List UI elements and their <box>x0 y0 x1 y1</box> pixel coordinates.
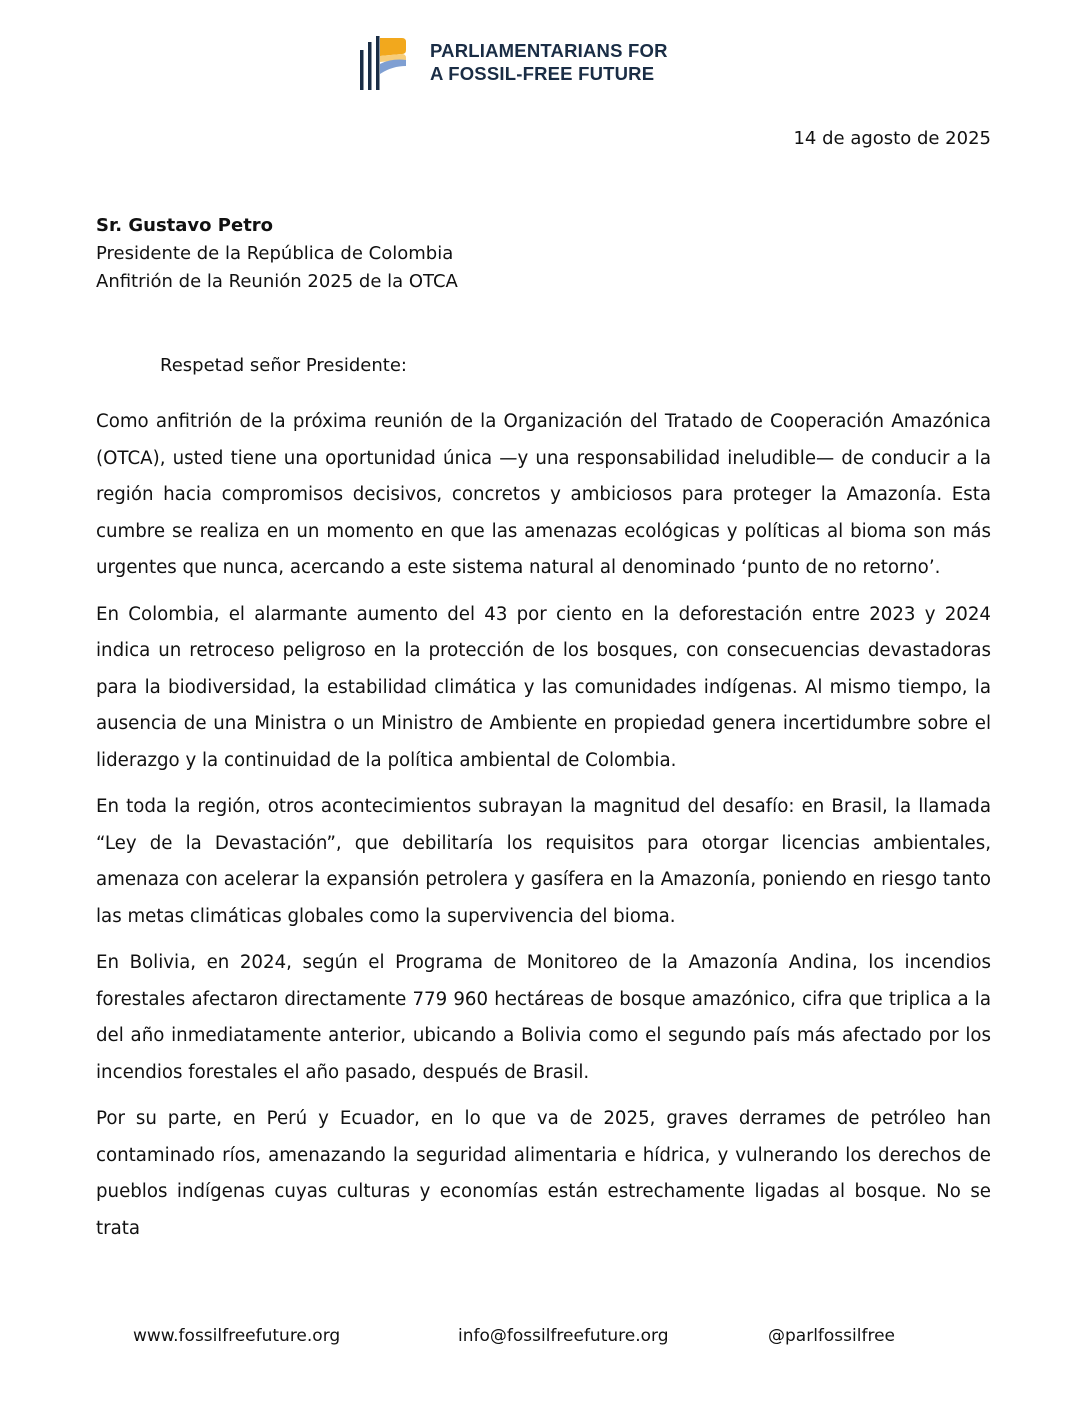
recipient-title: Presidente de la República de Colombia <box>96 243 454 264</box>
letter-date: 14 de agosto de 2025 <box>793 128 991 149</box>
paragraph: En Bolivia, en 2024, según el Programa de Monitoreo de la Amazonía Andina, los incendios forestales afectaron directamente 779 960 hectáreas de bosque amazónico, cifra que triplica a la del año inmediatamente anterior, ubicando a Bolivia como el segundo país más afectado por los incendios forestales el año pasado, después de Brasil. <box>96 952 991 1083</box>
logo-line-2: A FOSSIL-FREE FUTURE <box>430 63 655 84</box>
paragraph: Por su parte, en Perú y Ecuador, en lo que va de 2025, graves derrames de petróleo han contaminado ríos, amenazando la seguridad alimentaria e hídrica, y vulnerando los derechos de pueblos indígenas cuyas culturas y economías están estrechamente ligadas al bosque. No se trata <box>96 1108 991 1239</box>
email-link[interactable]: info@fossilfreefuture.org <box>458 1326 669 1346</box>
letter-body <box>96 404 991 1257</box>
website-link[interactable]: www.fossilfreefuture.org <box>133 1326 341 1346</box>
flag-bars-icon <box>358 34 408 90</box>
organization-logo <box>358 34 668 90</box>
recipient-role: Anfitrión de la Reunión 2025 de la OTCA <box>96 271 458 292</box>
social-handle[interactable]: @parlfossilfree <box>768 1326 895 1346</box>
paragraph: En Colombia, el alarmante aumento del 43 por ciento en la deforestación entre 2023 y 2024 indica un retroceso peligroso en la protección de los bosques, con consecuencias devastadoras para la biodiversidad, la estabilidad climática y las comunidades indígenas. Al mismo tiempo, la ausencia de una Ministra o un Ministro de Ambiente en propiedad genera incertidumbre sobre el liderazgo y la continuidad de la política ambiental de Colombia. <box>96 603 991 771</box>
recipient-block <box>96 212 458 296</box>
logo-line-1: PARLIAMENTARIANS FOR <box>430 40 668 61</box>
paragraph: En toda la región, otros acontecimientos subrayan la magnitud del desafío: en Brasil, la llamada “Ley de la Devastación”, que debilitaría los requisitos para otorgar licencias ambientales, amenaza con acelerar la expansión petrolera y gasífera en la Amazonía, poniendo en riesgo tanto las metas climáticas globales como la supervivencia del bioma. <box>96 796 991 927</box>
paragraph: Como anfitrión de la próxima reunión de la Organización del Tratado de Cooperación Amazónica (OTCA), usted tiene una oportunidad única —y una responsabilidad ineludible— de conducir a la región hacia compromisos decisivos, concretos y ambiciosos para proteger la Amazonía. Esta cumbre se realiza en un momento en que las amenazas ecológicas y políticas al bioma son más urgentes que nunca, acercando a este sistema natural al denominado ‘punto de no retorno’. <box>96 411 991 578</box>
salutation: Respetad señor Presidente: <box>160 355 407 376</box>
recipient-name: Sr. Gustavo Petro <box>96 215 274 236</box>
organization-name <box>430 39 668 85</box>
